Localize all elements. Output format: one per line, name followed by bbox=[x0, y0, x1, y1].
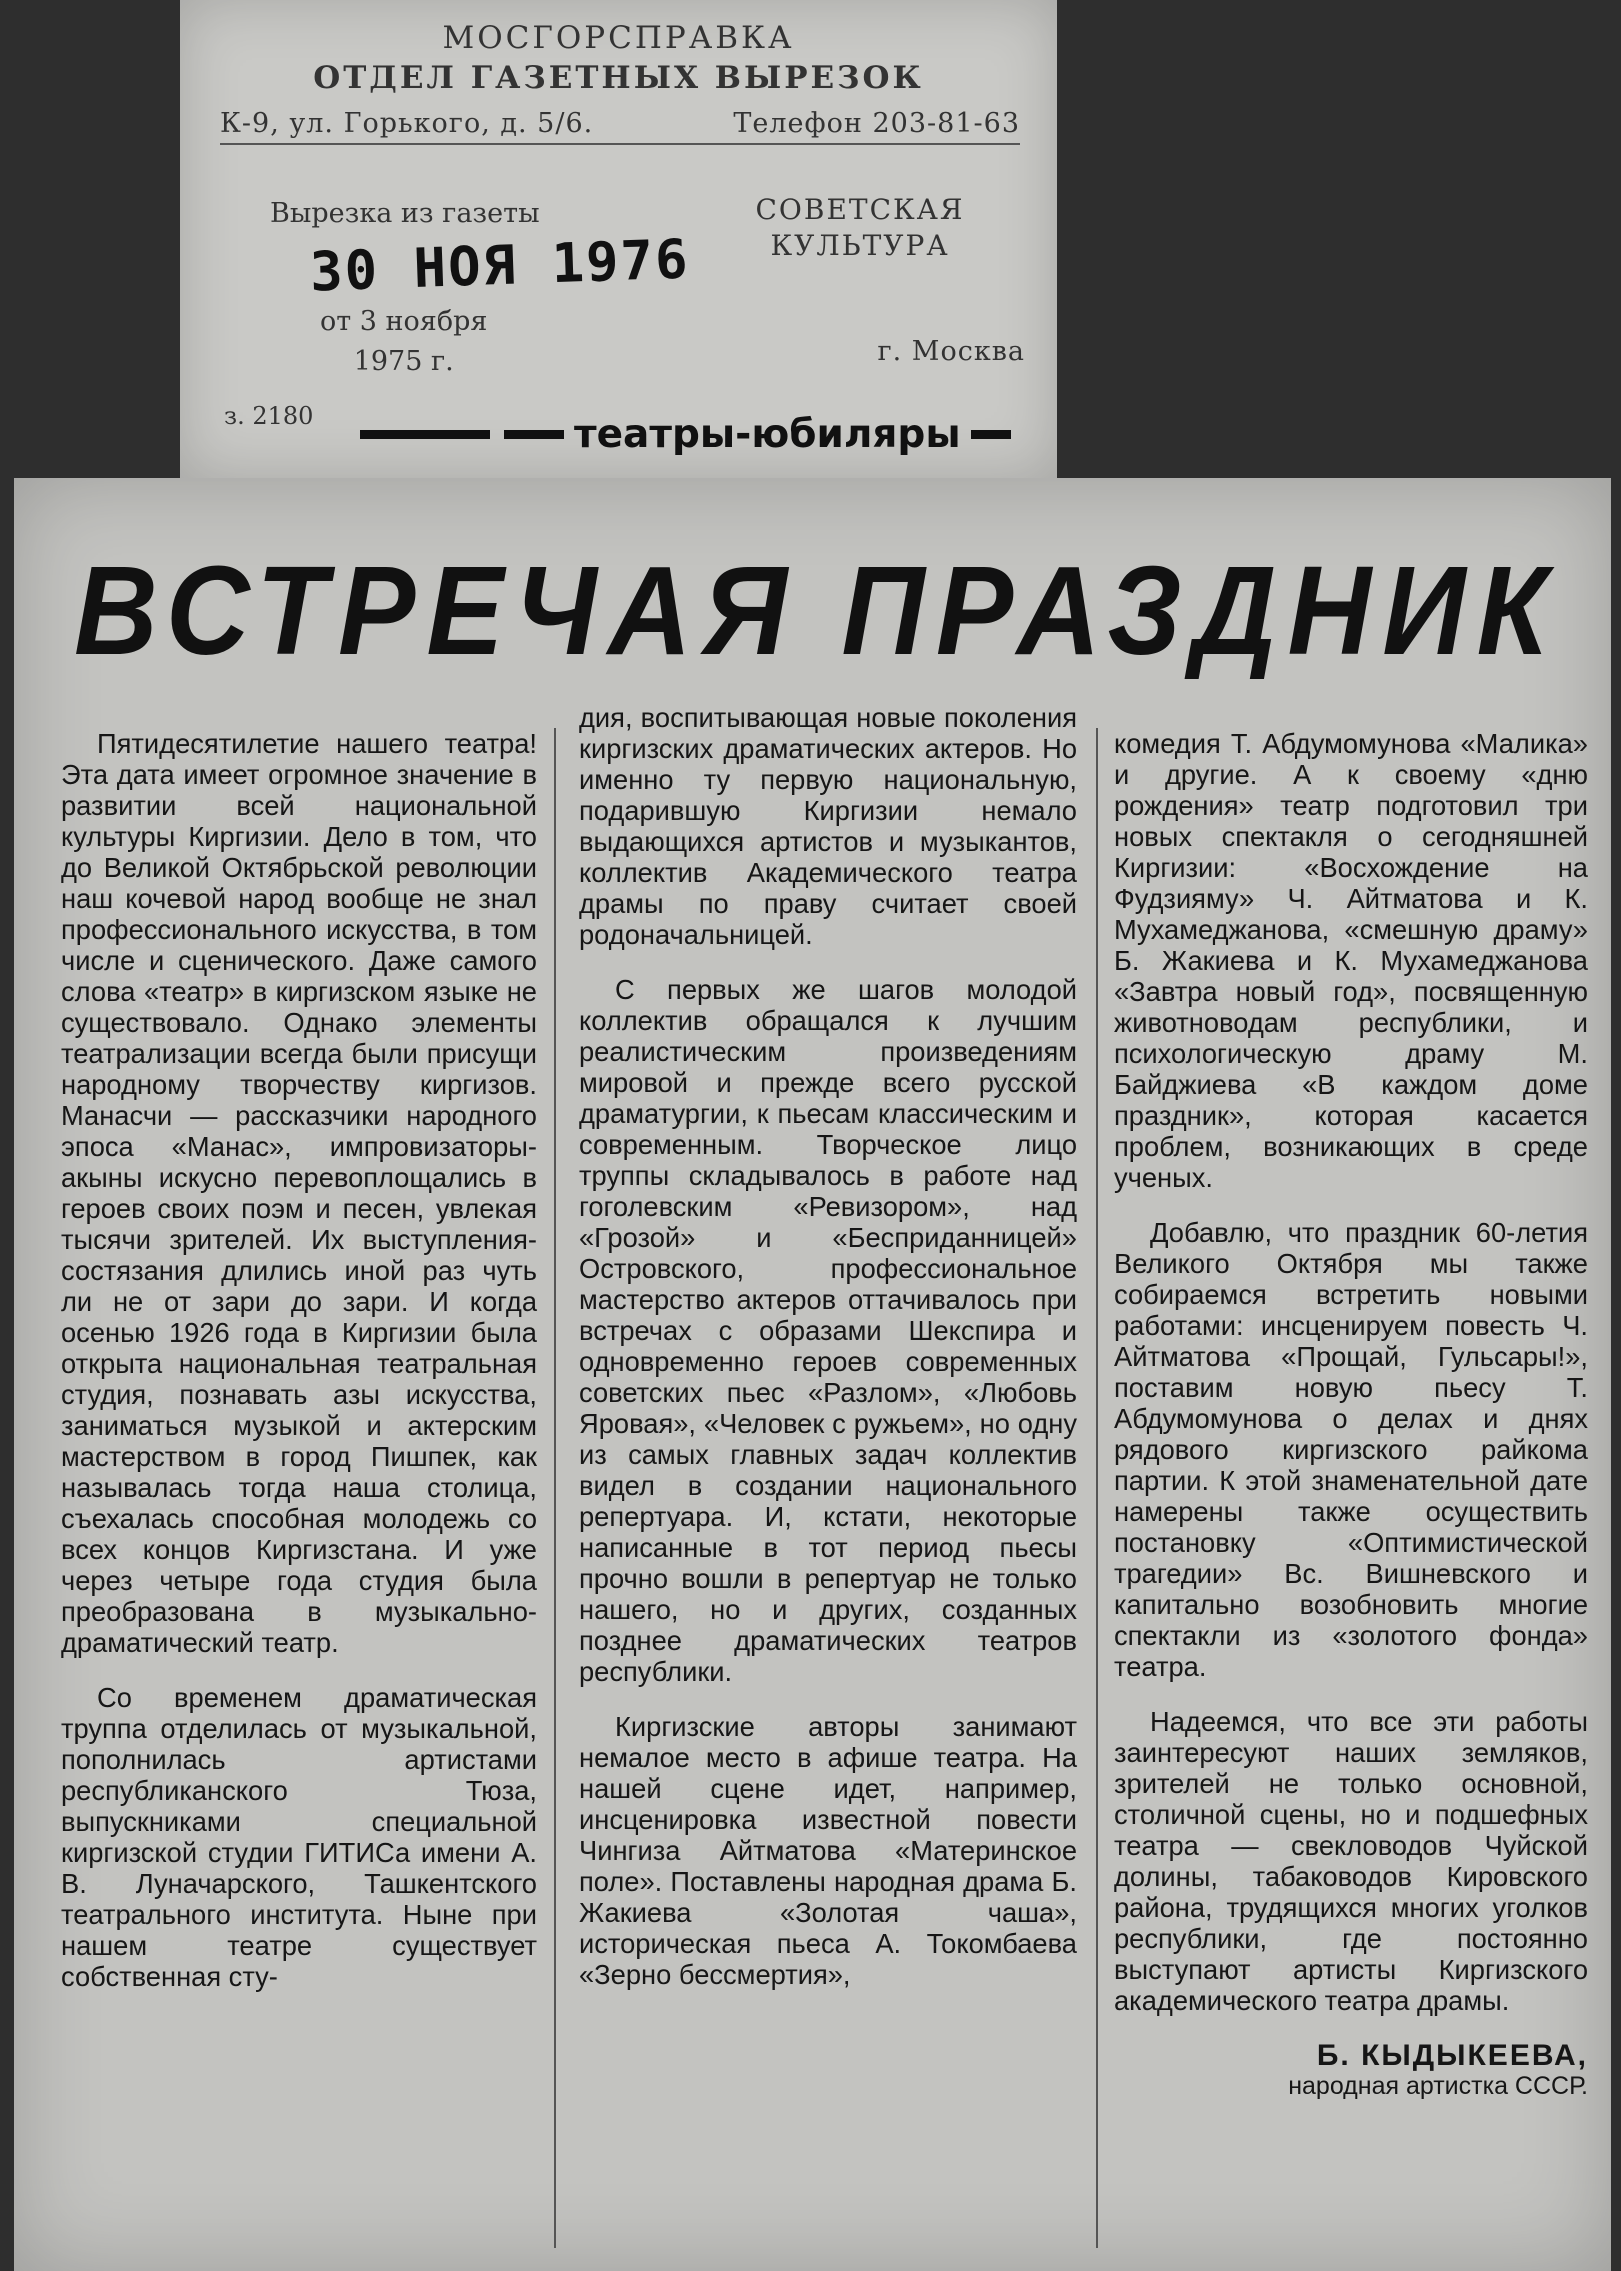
paragraph: Пятидесятилетие нашего театра! Эта дата имеет огромное значение в развитии всей национальной культуры Киргизии. Дело в том, что до Великой Октябрьской революции наш кочевой народ вообще не знал профессионального искусства, в том числе и сценического. Даже самого слова «театр» в киргизском языке не существовало. Однако элементы театрализации всегда были присущи народному творчеству киргизов. Манасчи — рассказчики народного эпоса «Манас», импровизаторы-акыны искусно перевоплощались в героев своих поэм и песен, увлекая тысячи зрителей. Их выступления-состязания длились иной раз чуть ли не от зари до зари. И когда осенью 1926 года в Киргизии была открыта национальная театральная студия, познавать азы искусства, заниматься музыкой и актерским мастерством в город Пишпек, как называлась тогда наша столица, съехалась способная молодежь со всех концов Киргизстана. И уже через четыре года студия была преобразована в музыкально-драматический театр. bbox=[61, 728, 537, 1658]
paragraph: Добавлю, что праздник 60-летия Великого Октября мы также собираемся встретить новыми работами: инсценируем повесть Ч. Айтматова «Прощай, Гульсары!», поставим новую пьесу Т. Абдумомунова о делах и днях рядового киргизского райкома партии. К этой знаменательной дате намерены также осуществить постановку «Оптимистической трагедии» Вс. Вишневского и капитально возобновить многие спектакли из «золотого фонда» театра. bbox=[1114, 1217, 1588, 1682]
paragraph: С первых же шагов молодой коллектив обращался к лучшим реалистическим произведениям мировой и прежде всего русской драматургии, к пьесам классическим и современным. Творческое лицо труппы складывалось в работе над гоголевским «Ревизором», над «Грозой» и «Бесприданницей» Островского, профессиональное мастерство актеров оттачивалось при встречах с образами Шекспира и одновременно героев современных советских пьес «Разлом», «Любовь Яровая», «Человек с ружьем», но одну из самых главных задач коллектив видел в создании национального репертуара. И, кстати, некоторые написанные в тот период пьесы прочно вошли в репертуар не только нашего, но и других, созданных позднее драматических театров республики. bbox=[579, 974, 1077, 1687]
date-stamp: 30 НОЯ 1976 bbox=[309, 227, 691, 304]
column-divider bbox=[554, 728, 556, 2248]
article-column-2 bbox=[579, 702, 1077, 2014]
newspaper-name: СОВЕТСКАЯ КУЛЬТУРА bbox=[755, 193, 965, 262]
article-column-1 bbox=[61, 728, 537, 2016]
paragraph: Надеемся, что все эти работы заинтересуют наших земляков, зрителей не только основной, столичной сцены, но и подшефных театра — свекловодов Чуйской долины, табаководов Кировского района, трудящихся многих уголков республики, где постоянно выступают артисты Киргизского академического театра драмы. bbox=[1114, 1706, 1588, 2016]
headline: ВСТРЕЧАЯ ПРАЗДНИК bbox=[74, 540, 1559, 681]
rubric-bar-left2 bbox=[504, 430, 564, 439]
rubric-text: театры-юбиляры bbox=[574, 411, 961, 457]
label-address-line bbox=[220, 108, 1020, 145]
label-phone: Телефон 203-81-63 bbox=[733, 108, 1020, 139]
paragraph: комедия Т. Абдумомунова «Малика» и другие. А к своему «дню рождения» театр подготовил три новых спектакля о сегодняшней Киргизии: «Восхождение на Фудзияму» Ч. Айтматова и К. Мухамеджанова, «смешную драму» Б. Жакиева и К. Мухамеджанова «Завтра новый год», посвященную животноводам республики, и психологическую драму М. Байджиева «В каждом доме праздник», которая касается проблем, возникающих в среде ученых. bbox=[1114, 728, 1588, 1193]
author-role: народная артистка СССР. bbox=[1288, 2072, 1588, 2100]
label-orig-date bbox=[320, 302, 487, 382]
paragraph: Со временем драматическая труппа отделилась от музыкальной, пополнилась артистами республиканского Тюза, выпускниками специальной киргизской студии ГИТИСа имени А. В. Луначарского, Ташкентского театрального института. Ныне при нашем театре существует собственная сту- bbox=[61, 1682, 537, 1992]
rubric bbox=[360, 404, 1060, 464]
label-address: К-9, ул. Горького, д. 5/6. bbox=[220, 108, 594, 139]
label-from: Вырезка из газеты bbox=[270, 198, 540, 229]
rubric-bar-right bbox=[971, 430, 1011, 439]
column-divider bbox=[1096, 728, 1098, 2248]
article-column-3 bbox=[1114, 728, 1588, 2102]
order-number: з. 2180 bbox=[224, 402, 314, 430]
label-dept: ОТДЕЛ ГАЗЕТНЫХ ВЫРЕЗОК bbox=[313, 60, 924, 96]
author-name: Б. КЫДЫКЕЕВА, bbox=[1316, 2039, 1588, 2072]
rubric-bar-left bbox=[360, 430, 490, 439]
orig-date-line1: от 3 ноября bbox=[320, 306, 488, 337]
paragraph: дия, воспитывающая новые поколения киргизских драматических актеров. Но именно ту первую национальную, подарившую Киргизии немало выдающихся артистов и музыкантов, коллектив Академического театра драмы по праву считает своей родоначальницей. bbox=[579, 702, 1077, 950]
article-clipping bbox=[14, 478, 1611, 2271]
orig-date-line2: 1975 г. bbox=[353, 346, 454, 377]
paragraph: Киргизские авторы занимают немалое место в афише театра. На нашей сцене идет, например, инсценировка известной повести Чингиза Айтматова «Материнское поле». Поставлены народная драма Б. Жакиева «Золотая чаша», историческая пьеса А. Токомбаева «Зерно бессмертия», bbox=[579, 1711, 1077, 1990]
label-org: МОСГОРСПРАВКА bbox=[442, 20, 795, 56]
label-city: г. Москва bbox=[877, 336, 1025, 367]
